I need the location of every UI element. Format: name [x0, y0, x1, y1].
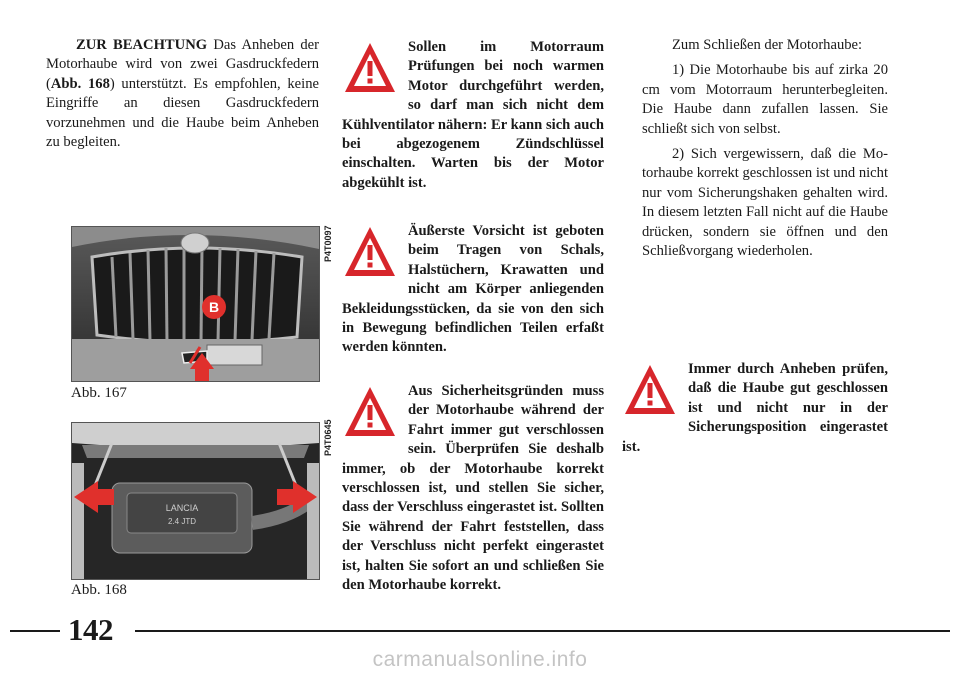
figure-reference: Abb. 168 [50, 75, 110, 92]
warning-block-fan [342, 38, 604, 193]
figure-168-code: P4T0645 [323, 419, 333, 456]
warning-block-hood-lock [342, 382, 604, 595]
figure-167-photo [71, 226, 320, 382]
warning-text-fan: Sollen im Motorraum Prüfungen bei noch warmen Motor durchgeführt werden, so darf man sich nicht dem Kühlventilator nähern: Er kann sich auch bei abgezogenem Zündschlüssel einschalten. Warten bis der Motor abgekühlt ist. [342, 39, 604, 191]
figure-168-photo [71, 422, 320, 580]
warning-triangle-icon [342, 40, 398, 96]
warning-triangle-icon [342, 384, 398, 440]
engine-bay-image [72, 423, 319, 579]
marker-b-label: B [208, 299, 220, 315]
closing-intro: Zum Schließen der Motorhaube: [672, 37, 863, 53]
engine-cover-label: LANCIA [165, 503, 199, 513]
warning-text-clothing: Äußerste Vorsicht ist geboten beim Tragen von Schals, Halstüchern, Krawatten und nicht am Körper anliegenden Bekleidungsstücken, da sie von den sich in Bewegung befindlichen Teilen erfaßt werden könnten. [342, 223, 604, 356]
figure-167-caption: Abb. 167 [71, 385, 127, 401]
engine-cover-label-2: 2.4 JTD [167, 517, 197, 526]
step-2-text: ) Sich vergewissern, daß die Motorhaube korrekt geschlossen ist und nicht nur vom Sicherungshaken gehalten wird. In diesem letzten Fall nicht auf die Haube drücken, sondern sie öffnen und den Schließvorgang wiederholen. [642, 146, 889, 260]
watermark: carmanualsonline.info [372, 648, 588, 671]
figure-168-caption: Abb. 168 [71, 582, 127, 598]
footer-rule-left [10, 630, 60, 632]
note-text-b: ) unterstützt. Es empfohlen, keine Eingriffe an diesen Gasdruckfedern vorzunehmen und die Haube beim Anheben zu begleiten. [46, 75, 319, 151]
intro-note-column [46, 36, 319, 152]
step-1-number: 1 [672, 62, 680, 79]
closing-instructions-column [622, 36, 889, 455]
note-paragraph [46, 36, 319, 152]
warning-block-clothing [342, 222, 604, 358]
warning-triangle-icon [342, 224, 398, 280]
figure-167-code: P4T0097 [323, 225, 333, 262]
grille-release-image [72, 227, 319, 381]
step-1-text: ) Die Motorhaube bis auf zirka 20 cm vom Motorraum herunterbegleiten. Die Haube dann zufallen lassen. Sie schließt sich von selbst. [642, 62, 888, 137]
warning-triangle-icon [622, 362, 678, 418]
note-lead: ZUR BEACHTUNG [76, 37, 208, 53]
warning-text-hood-lock: Aus Sicherheitsgründen muss der Motorhaube während der Fahrt immer gut verschlossen sein. Überprüfen Sie deshalb immer, ob der Motorhaube korrekt verschlossen ist, und stellen Sie sicher, dass der Verschluss eingerastet ist. Sollten Sie während der Fahrt feststellen, dass der Verschluss nicht perfekt eingerastet ist, halten Sie sofort an und schließen Sie den Motorhaube korrekt. [342, 383, 604, 594]
warning-text-check-closed: Immer durch Anheben prüfen, daß die Haube gut geschlossen ist und nicht nur in der Sicherungsposition eingerastet ist. [622, 361, 888, 455]
step-2-number: 2 [672, 146, 680, 163]
page-number: 142 [68, 612, 113, 647]
step-1 [642, 61, 888, 139]
footer-rule-right [135, 630, 950, 632]
note-text-a: Das Anheben der Motorhaube wird von zwei Gasdruckfedern ( [46, 37, 319, 92]
step-2 [642, 145, 888, 261]
warning-block-check-closed [622, 360, 888, 457]
